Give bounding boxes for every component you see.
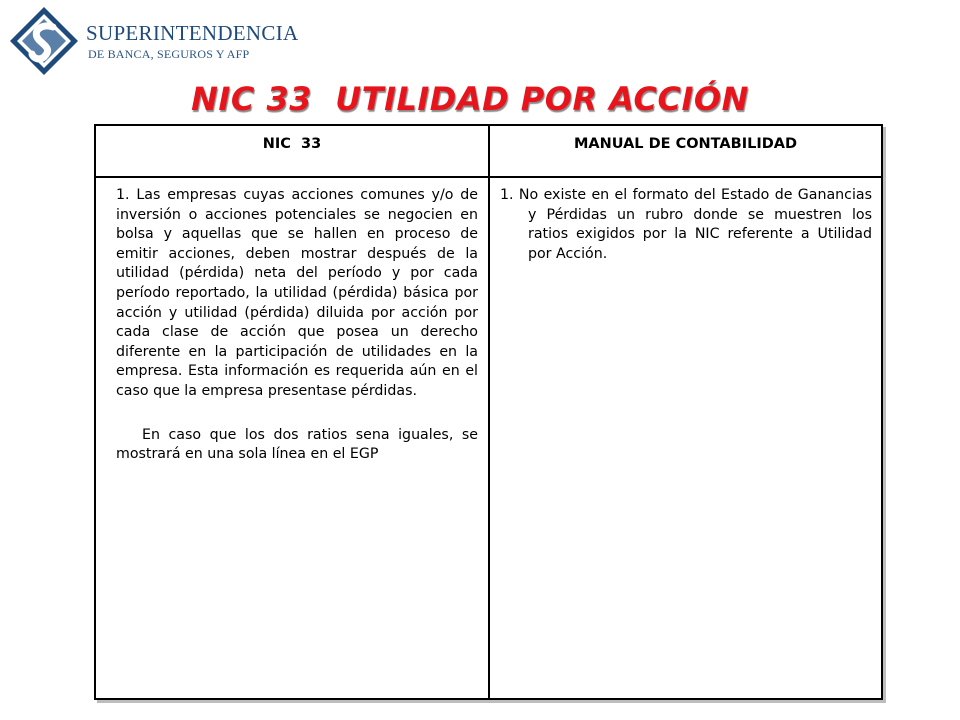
comparison-table xyxy=(94,124,883,700)
manual-cell xyxy=(500,186,872,264)
org-name: SUPERINTENDENCIA xyxy=(86,21,299,45)
header-manual: MANUAL DE CONTABILIDAD xyxy=(573,136,798,152)
header-divider xyxy=(96,176,881,178)
manual-item-1: 1. No existe en el formato del Estado de Ganancias y Pérdidas un rubro donde se muestren los ratios exigidos por la NIC referente a Utilidad por Acción. xyxy=(500,187,872,262)
org-subtitle: DE BANCA, SEGUROS Y AFP xyxy=(88,47,250,61)
header-nic: NIC 33 xyxy=(262,136,322,152)
nic-requirement-note: En caso que los dos ratios sena iguales, se mostrará en una sola línea en el EGP xyxy=(116,426,478,463)
nic-requirements-cell xyxy=(116,186,478,465)
superintendencia-emblem-icon xyxy=(8,5,80,77)
nic-requirement-1: 1. Las empresas cuyas acciones comunes y/o de inversión o acciones potenciales se negocien en bolsa y aquellas que se hallen en proceso de emitir acciones, deben mostrar después de la utilidad (pérdida) neta del período y por cada período reportado, la utilidad (pérdida) básica por acción y utilidad (pérdida) diluida por acción por cada clase de acción que posea un derecho diferente en la participación de utilidades en la empresa. Esta información es requerida aún en el caso que la empresa presentase pérdidas. xyxy=(116,187,478,399)
superintendencia-logo xyxy=(8,5,308,77)
page-title: NIC 33 UTILIDAD POR ACCIÓN xyxy=(191,80,749,118)
column-divider xyxy=(488,126,490,698)
